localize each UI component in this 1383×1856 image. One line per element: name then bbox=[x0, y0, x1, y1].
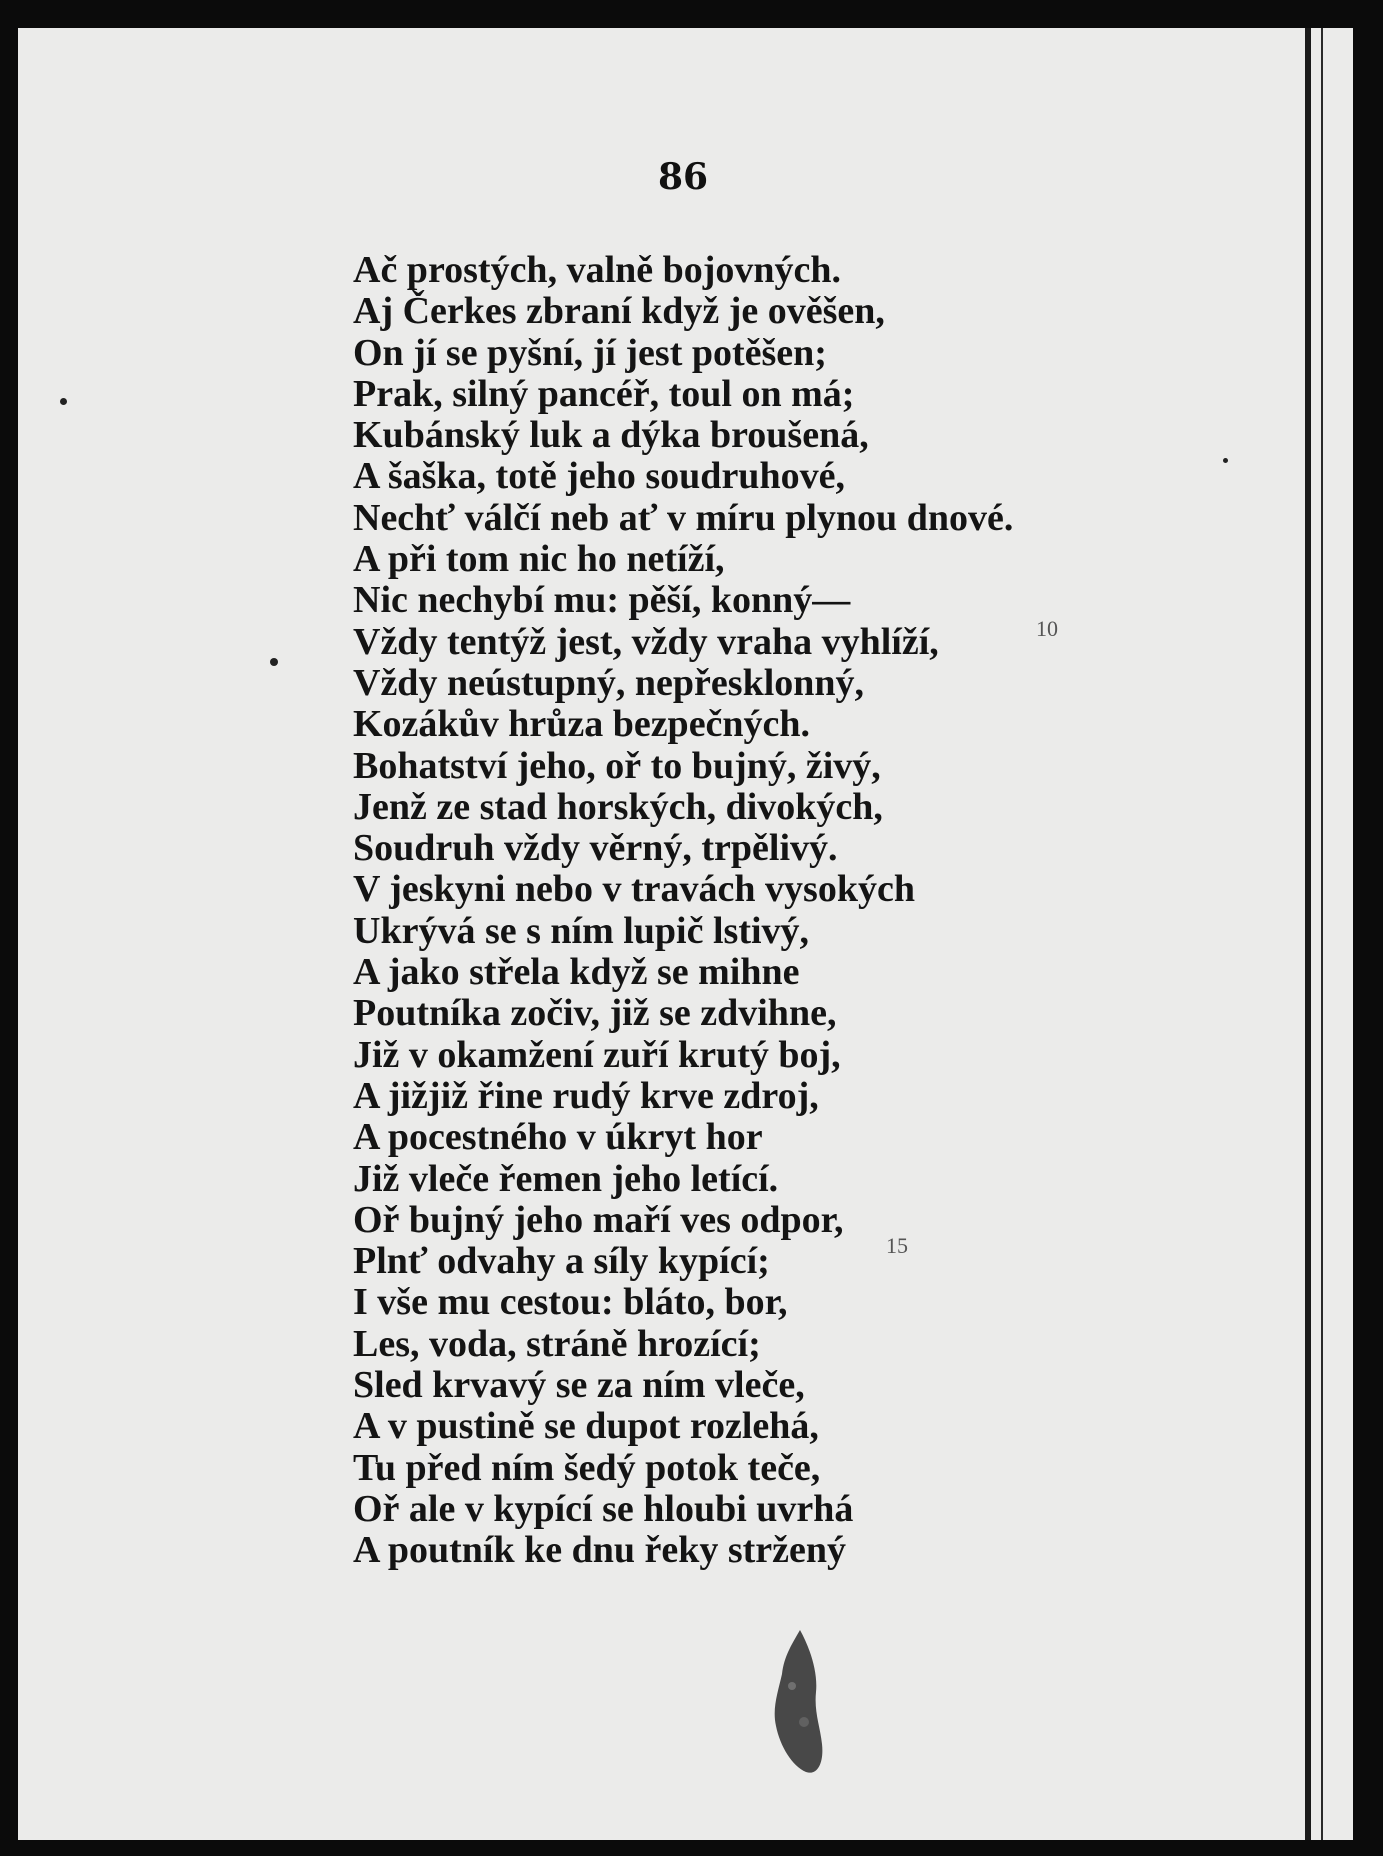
poem-line: Vždy neústupný, nepřesklonný, bbox=[353, 661, 865, 704]
poem-line: I vše mu cestou: bláto, bor, bbox=[353, 1281, 788, 1324]
book-page bbox=[18, 28, 1353, 1840]
poem-line: Oř ale v kypící se hloubi uvrhá bbox=[353, 1487, 854, 1530]
poem-line: Aj Čerkes zbraní když je ověšen, bbox=[353, 290, 885, 333]
poem-text bbox=[353, 250, 1013, 1572]
poem-line: Kubánský luk a dýka broušená, bbox=[353, 414, 869, 457]
poem-line: Nic nechybí mu: pěší, konný— bbox=[353, 579, 851, 622]
page-number: 86 bbox=[658, 156, 709, 198]
poem-line: A pocestného v úkryt hor bbox=[353, 1116, 763, 1159]
poem-line: Les, voda, stráně hrozící; bbox=[353, 1322, 761, 1365]
poem-line: A při tom nic ho netíží, bbox=[353, 538, 725, 581]
poem-line: A šaška, totě jeho soudruhové, bbox=[353, 455, 845, 498]
poem-line: Nechť válčí neb ať v míru plynou dnové. bbox=[353, 496, 1014, 539]
poem-line: Soudruh vždy věrný, trpělivý. bbox=[353, 827, 838, 870]
poem-line: V jeskyni nebo v travách vysokých bbox=[353, 868, 915, 911]
poem-line: Tu před ním šedý potok teče, bbox=[353, 1446, 821, 1489]
speck bbox=[270, 658, 278, 666]
poem-line: Prak, silný pancéř, toul on má; bbox=[353, 372, 855, 415]
poem-line: Sled krvavý se za ním vleče, bbox=[353, 1364, 805, 1407]
margin-note-line-15: 15 bbox=[886, 1233, 908, 1258]
speck bbox=[1223, 458, 1228, 463]
poem-line: A jako střela když se mihne bbox=[353, 951, 800, 994]
page-edge bbox=[1321, 28, 1323, 1840]
poem-line: Vždy tentýž jest, vždy vraha vyhlíží, bbox=[353, 620, 939, 663]
poem-line: A poutník ke dnu řeky stržený bbox=[353, 1529, 847, 1572]
poem-line: Ukrývá se s ním lupič lstivý, bbox=[353, 909, 810, 952]
margin-note-line-10: 10 bbox=[1036, 616, 1058, 641]
poem-line: Již vleče řemen jeho letící. bbox=[353, 1157, 779, 1200]
speck bbox=[60, 398, 67, 405]
poem-line: Poutníka zočiv, již se zdvihne, bbox=[353, 992, 837, 1035]
poem-line: Jenž ze stad horských, divokých, bbox=[353, 785, 883, 828]
poem-line: A jižjiž řine rudý krve zdroj, bbox=[353, 1074, 819, 1117]
poem-line: A v pustině se dupot rozlehá, bbox=[353, 1405, 819, 1448]
poem-line: Již v okamžení zuří krutý boj, bbox=[353, 1033, 841, 1076]
poem-line: Ač prostých, valně bojovných. bbox=[353, 249, 842, 291]
poem-line: Oř bujný jeho maří ves odpor, bbox=[353, 1198, 844, 1241]
poem-line: Kozákův hrůza bezpečných. bbox=[353, 703, 811, 746]
poem-line: On jí se pyšní, jí jest potěšen; bbox=[353, 331, 827, 374]
page-gutter bbox=[1305, 28, 1311, 1840]
ink-blot-icon bbox=[762, 1626, 832, 1776]
poem-line: Bohatství jeho, oř to bujný, živý, bbox=[353, 744, 881, 787]
poem-line: Plnť odvahy a síly kypící; bbox=[353, 1240, 770, 1283]
